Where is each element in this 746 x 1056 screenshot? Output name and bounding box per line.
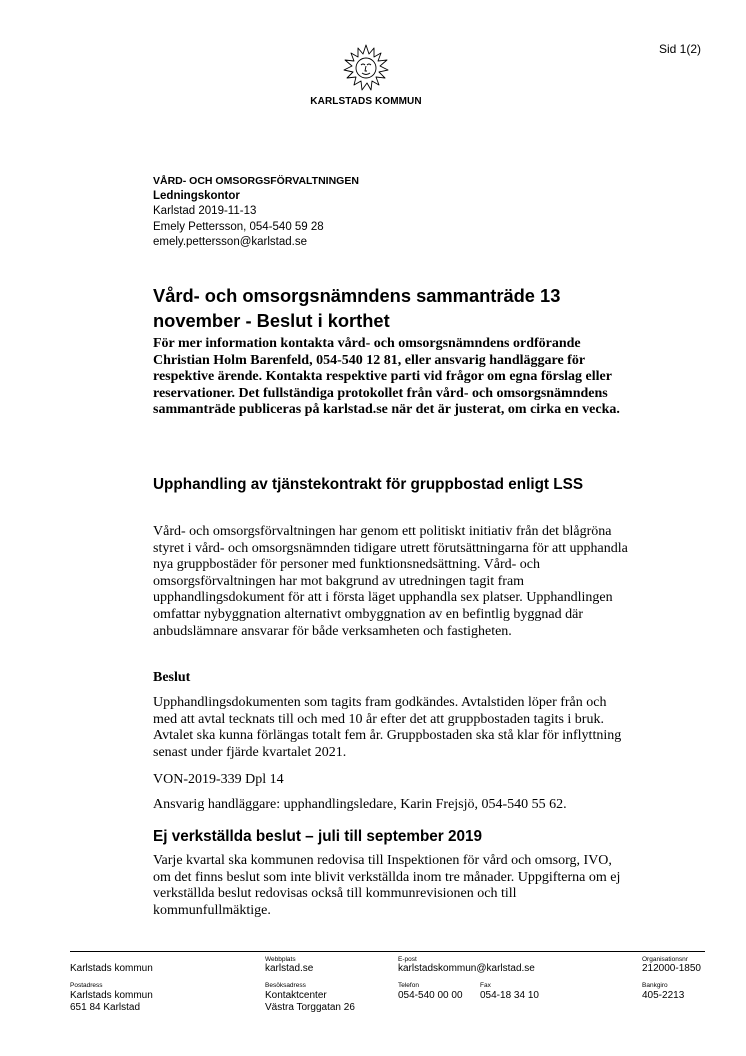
intro-paragraph: För mer information kontakta vård- och omsorgsnämndens ordförande Christian Holm Barenfeld, 054-540 12 81, eller ansvarig handläggare för respektive ärende. Kontakta respektive parti vid frågor om egna förslag eller reservationer. Det fullständiga protokollet från vård- och omsorgsnämndens sammanträde publiceras på karlstad.se när det är justerat, om cirka en vecka.: [153, 336, 620, 418]
footer-visit-label: Besöksadress: [265, 982, 306, 989]
footer-web-link[interactable]: karlstad.se: [265, 963, 314, 974]
footer-email-label: E-post: [398, 956, 417, 963]
footer-phone-label: Telefon: [398, 982, 419, 989]
case-reference: VON-2019-339 Dpl 14: [153, 772, 284, 787]
place-date: Karlstad 2019-11-13: [153, 205, 257, 218]
footer-orgnr: 212000-1850: [642, 963, 701, 974]
responsible-officer: Ansvarig handläggare: upphandlingsledare, Karin Frejsjö, 054-540 55 62.: [153, 797, 567, 812]
footer-fax-label: Fax: [480, 982, 491, 989]
section1-paragraph: Vård- och omsorgsförvaltningen har genom ett politiskt initiativ från det blågröna styret i vård- och omsorgsnämnden tidigare utrett förutsättningarna för att upphandla nya gruppbostäder för personer med funktionsnedsättning. Vård- och omsorgsförvaltningen har mot bakgrund av utredningen tagit fram upphandlingsdokument för att i första läget upphandla sex platser. Upphandlingen omfattar nybyggnation alternativt ombyggnation av en befintlig byggnad där anbudslämnare ansvarar för både verksamheten och fastigheten.: [153, 524, 628, 639]
footer-visit-line2: Västra Torggatan 26: [265, 1002, 355, 1013]
footer-org: Karlstads kommun: [70, 963, 153, 974]
footer-bankgiro: 405-2213: [642, 990, 685, 1001]
section1-heading: Upphandling av tjänstekontrakt för gruppbostad enligt LSS: [153, 476, 584, 493]
contact-person: Emely Pettersson, 054-540 59 28: [153, 220, 324, 233]
section2-heading: Ej verkställda beslut – juli till september 2019: [153, 828, 483, 845]
footer-phone: 054-540 00 00: [398, 990, 463, 1001]
page-number: Sid 1(2): [659, 42, 702, 56]
footer-bankgiro-label: Bankgiro: [642, 982, 668, 989]
unit-name: Ledningskontor: [153, 190, 240, 203]
decision-label: Beslut: [153, 670, 191, 685]
footer-web-label: Webbplats: [265, 956, 296, 963]
footer-orgnr-label: Organisationsnr: [642, 956, 688, 963]
footer-fax: 054-18 34 10: [480, 990, 539, 1001]
sender-block: [153, 174, 359, 250]
org-name: KARLSTADS KOMMUN: [310, 96, 422, 107]
sun-logo-icon: [342, 44, 390, 92]
section2-paragraph: Varje kvartal ska kommunen redovisa till Inspektionen för vård och omsorg, IVO, om det finns beslut som inte blivit verkställda inom tre månader. Uppgifterna om ej verkställda beslut redovisas också till kommunrevisionen och till kommunfullmäktige.: [153, 853, 621, 918]
contact-email: emely.pettersson@karlstad.se: [153, 235, 307, 248]
footer-postal-line2: 651 84 Karlstad: [70, 1002, 141, 1013]
footer-visit-line1: Kontaktcenter: [265, 990, 327, 1001]
footer-postal-line1: Karlstads kommun: [70, 990, 153, 1001]
footer-email-link[interactable]: karlstadskommun@karlstad.se: [398, 963, 535, 974]
footer-divider: [70, 951, 705, 952]
decision-paragraph: Upphandlingsdokumenten som tagits fram godkändes. Avtalstiden löper från och med att avtal tecknats till och med 10 år efter det att gruppbostaden tagits i bruk. Avtalet ska kunna förlängas totalt fem år. Gruppbostaden ska stå klar för inflyttning senast under fjärde kvartalet 2021.: [153, 695, 622, 760]
municipality-logo: [300, 44, 432, 107]
department-name: VÅRD- OCH OMSORGSFÖRVALTNINGEN: [153, 175, 359, 187]
footer-postal-label: Postadress: [70, 982, 103, 989]
document-title: Vård- och omsorgsnämndens sammanträde 13 november - Beslut i korthet: [153, 285, 561, 331]
